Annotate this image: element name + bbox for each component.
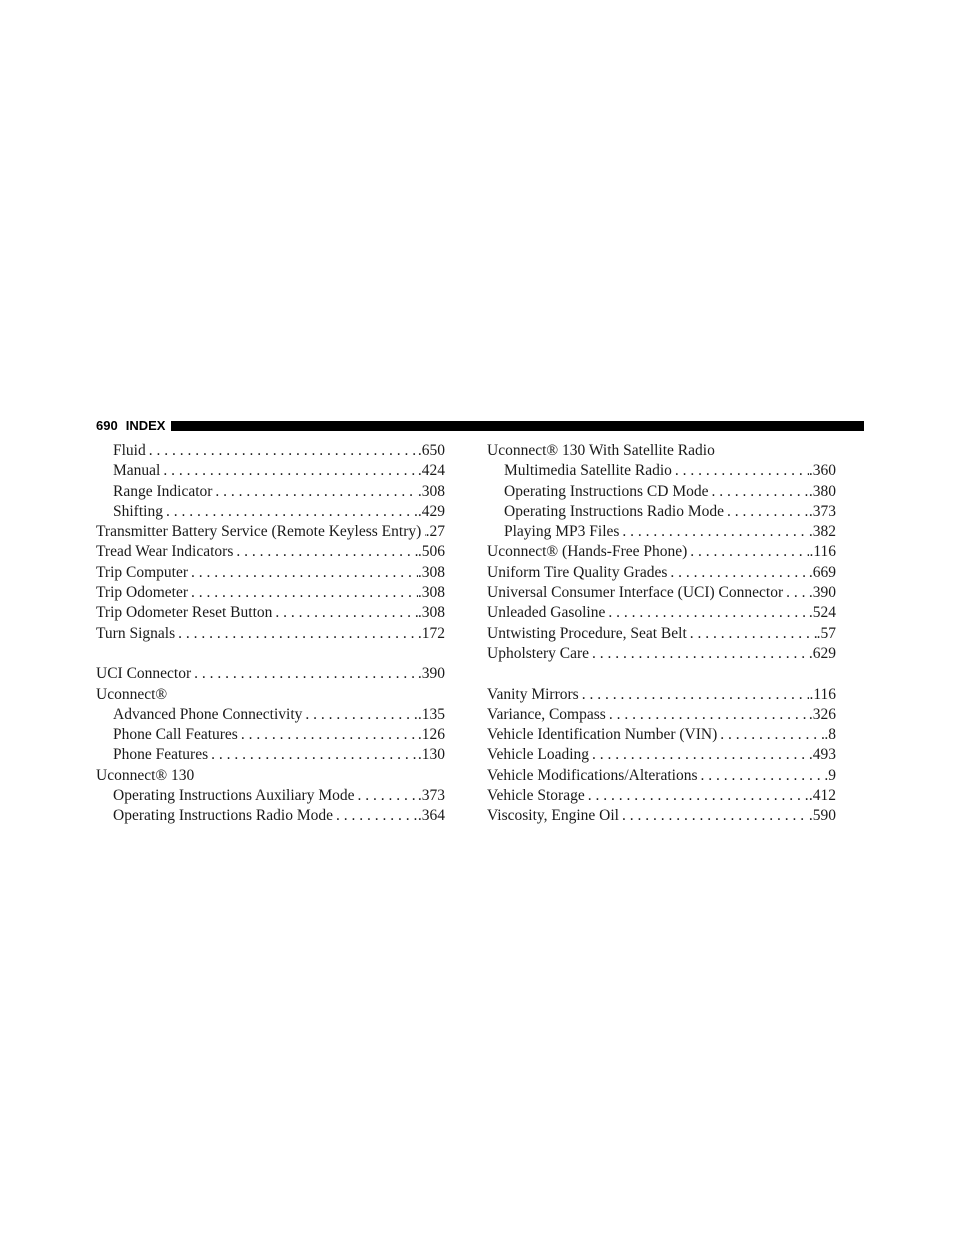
dot-leader [236, 542, 418, 562]
entry-label: Operating Instructions CD Mode [504, 482, 709, 500]
entry-label: Multimedia Satellite Radio [504, 462, 672, 480]
entry-label: Vehicle Identification Number (VIN) [487, 726, 718, 744]
index-entry [96, 522, 445, 542]
entry-page-number: .590 [808, 807, 836, 825]
page-number: 690 [96, 418, 118, 433]
entry-page-number: .308 [417, 584, 445, 602]
index-entry [96, 624, 445, 644]
entry-page-number: .380 [808, 482, 836, 500]
index-entry [487, 685, 836, 705]
index-entry [487, 563, 836, 583]
entry-page-number: .412 [808, 787, 836, 805]
entry-page-number: .27 [425, 523, 445, 541]
entry-page-number: .382 [808, 523, 836, 541]
index-entry [487, 786, 836, 806]
index-spacer [487, 664, 836, 684]
dot-leader [166, 502, 418, 522]
index-column-right [487, 441, 836, 827]
entry-page-number: .493 [808, 746, 836, 764]
entry-page-number: .360 [808, 462, 836, 480]
entry-page-number: .8 [824, 726, 836, 744]
dot-leader [191, 563, 418, 583]
entry-label: Uconnect® 130 [96, 766, 195, 784]
entry-label: Vehicle Loading [487, 746, 590, 764]
dot-leader [675, 461, 809, 481]
dot-leader [336, 806, 418, 826]
entry-label: Uconnect® 130 With Satellite Radio [487, 442, 715, 459]
entry-label: Advanced Phone Connectivity [113, 705, 303, 723]
entry-label: Operating Instructions Radio Mode [113, 807, 333, 825]
index-entry [487, 583, 836, 603]
entry-page-number: .172 [417, 624, 445, 642]
index-entry [96, 705, 445, 725]
entry-page-number: .9 [824, 766, 836, 784]
entry-page-number: .116 [809, 543, 836, 561]
entry-page-number: .506 [417, 543, 445, 561]
index-entry [487, 644, 836, 664]
entry-label: Operating Instructions Radio Mode [504, 502, 724, 520]
index-column-left [96, 441, 445, 827]
entry-label: Universal Consumer Interface (UCI) Connector [487, 584, 784, 602]
index-entry [96, 664, 445, 684]
entry-label: Shifting [113, 502, 163, 520]
index-entry [96, 461, 445, 481]
index-spacer [96, 644, 445, 664]
index-entry [487, 603, 836, 623]
dot-leader [711, 482, 808, 502]
entry-page-number: .429 [417, 502, 445, 520]
dot-leader [727, 502, 809, 522]
entry-label: Uconnect® [96, 685, 168, 703]
dot-leader [215, 482, 417, 502]
entry-label: Operating Instructions Auxiliary Mode [113, 787, 355, 805]
entry-label: Uniform Tire Quality Grades [487, 563, 668, 581]
index-entry [487, 705, 836, 725]
index-heading [96, 685, 445, 705]
entry-page-number: .116 [809, 685, 836, 703]
entry-page-number: .308 [417, 563, 445, 581]
dot-leader [582, 685, 810, 705]
index-entry [96, 441, 445, 461]
entry-label: Transmitter Battery Service (Remote Keyless Entry) [96, 523, 422, 541]
entry-page-number: .669 [808, 563, 836, 581]
entry-label: Trip Odometer [96, 584, 188, 602]
index-entry [96, 563, 445, 583]
index-entry [487, 725, 836, 745]
dot-leader [178, 624, 418, 644]
entry-label: Uconnect® (Hands-Free Phone) [487, 543, 688, 561]
entry-page-number: .308 [417, 482, 445, 500]
dot-leader [358, 786, 418, 806]
entry-page-number: .373 [808, 502, 836, 520]
page-header [96, 418, 864, 434]
entry-label: UCI Connector [96, 665, 192, 683]
dot-leader [609, 705, 809, 725]
entry-page-number: .650 [417, 442, 445, 459]
entry-page-number: .524 [808, 604, 836, 622]
entry-page-number: .390 [417, 665, 445, 683]
entry-label: Turn Signals [96, 624, 176, 642]
dot-leader [275, 603, 417, 623]
index-entry [487, 624, 836, 644]
index-entry [96, 806, 445, 826]
dot-leader [701, 766, 825, 786]
dot-leader [690, 542, 809, 562]
index-entry [487, 502, 836, 522]
entry-page-number: .130 [417, 746, 445, 764]
index-entry [96, 603, 445, 623]
dot-leader [592, 644, 809, 664]
dot-leader [592, 745, 809, 765]
dot-leader [622, 522, 808, 542]
dot-leader [670, 563, 808, 583]
dot-leader [786, 583, 809, 603]
section-title: INDEX [125, 418, 166, 433]
dot-leader [194, 664, 418, 684]
entry-label: Trip Odometer Reset Button [96, 604, 273, 622]
entry-label: Phone Call Features [113, 726, 238, 744]
entry-label: Manual [113, 462, 161, 480]
dot-leader [305, 705, 417, 725]
entry-page-number: .629 [808, 644, 836, 662]
entry-page-number: .126 [417, 726, 445, 744]
index-entry [487, 542, 836, 562]
index-entry [487, 522, 836, 542]
index-entry [487, 806, 836, 826]
entry-label: Untwisting Procedure, Seat Belt [487, 624, 687, 642]
index-entry [487, 461, 836, 481]
entry-page-number: .424 [417, 462, 445, 480]
entry-label: Viscosity, Engine Oil [487, 807, 619, 825]
index-entry [96, 725, 445, 745]
index-heading [96, 766, 445, 786]
index-entry [96, 542, 445, 562]
index-entry [96, 482, 445, 502]
dot-leader [720, 725, 824, 745]
index-entry [96, 786, 445, 806]
entry-label: Trip Computer [96, 563, 189, 581]
dot-leader [149, 441, 418, 461]
entry-page-number: .390 [808, 584, 836, 602]
entry-page-number: .135 [417, 705, 445, 723]
dot-leader [608, 603, 809, 623]
entry-page-number: .364 [417, 807, 445, 825]
entry-label: Tread Wear Indicators [96, 543, 234, 561]
index-entry [487, 482, 836, 502]
entry-label: Vanity Mirrors [487, 685, 579, 703]
entry-label: Vehicle Storage [487, 787, 585, 805]
entry-label: Variance, Compass [487, 705, 606, 723]
entry-label: Fluid [113, 442, 146, 459]
entry-page-number: .326 [808, 705, 836, 723]
dot-leader [211, 745, 418, 765]
index-entry [487, 745, 836, 765]
dot-leader [241, 725, 418, 745]
index-entry [487, 766, 836, 786]
dot-leader [622, 806, 809, 826]
dot-leader [163, 461, 418, 481]
index-heading [487, 441, 836, 461]
entry-page-number: .308 [417, 604, 445, 622]
dot-leader [690, 624, 817, 644]
entry-page-number: .373 [417, 787, 445, 805]
header-rule [171, 421, 864, 431]
dot-leader [191, 583, 418, 603]
dot-leader [588, 786, 809, 806]
index-entry [96, 502, 445, 522]
entry-label: Vehicle Modifications/Alterations [487, 766, 698, 784]
index-entry [96, 583, 445, 603]
index-entry [96, 745, 445, 765]
entry-label: Range Indicator [113, 482, 213, 500]
entry-label: Unleaded Gasoline [487, 604, 606, 622]
entry-label: Upholstery Care [487, 644, 590, 662]
entry-page-number: .57 [816, 624, 836, 642]
entry-label: Phone Features [113, 746, 209, 764]
entry-label: Playing MP3 Files [504, 523, 620, 541]
